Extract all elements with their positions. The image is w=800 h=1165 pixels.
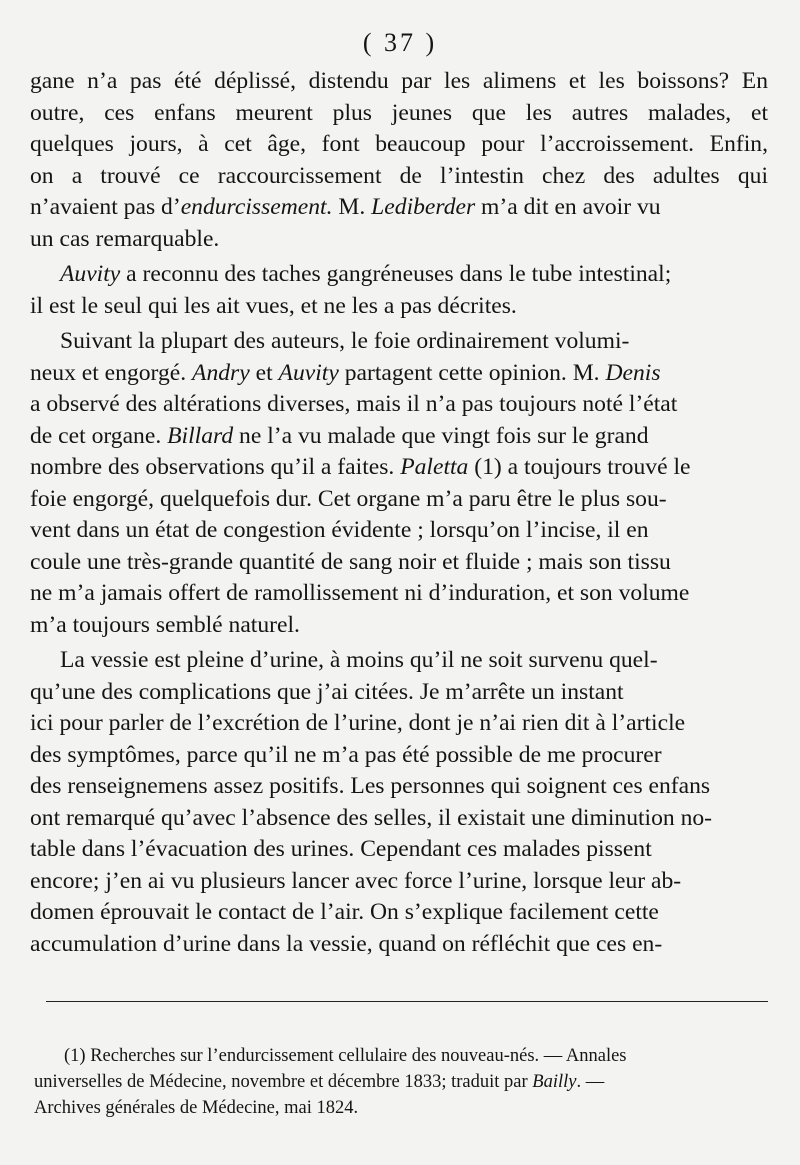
author-name: Paletta — [400, 454, 469, 480]
text-line: Suivant la plupart des auteurs, le foie ordinairement volumi- — [60, 328, 630, 354]
text-segment: nombre des observations qu’il a faites. — [30, 454, 401, 480]
author-name: Auvity — [278, 359, 339, 386]
text-line: vent dans un état de congestion évidente ; lorsqu’on l’incise, il en — [30, 517, 649, 543]
footnote — [34, 1043, 768, 1121]
text-segment: ne l’a vu malade que vingt fois sur le grand — [233, 422, 649, 449]
paragraph — [30, 326, 768, 641]
text-segment: de cet organe. — [30, 422, 168, 449]
text-line: ici pour parler de l’excrétion de l’urine, dont je n’ai rien dit à l’article — [30, 710, 686, 736]
text-line: a observé des altérations diverses, mais il n’a pas toujours noté l’état — [30, 391, 678, 417]
author-name: Bailly — [532, 1072, 577, 1092]
text-line: ne m’a jamais offert de ramollissement ni d’induration, et son volume — [30, 580, 690, 606]
author-name: Billard — [167, 422, 234, 449]
footnote-divider — [46, 1001, 768, 1002]
paragraph — [30, 259, 768, 322]
footnote-line: (1) Recherches sur l’endurcissement cellulaire des nouveau-nés. — Annales — [64, 1046, 627, 1066]
body-text — [30, 66, 768, 960]
text-segment: (1) a toujours trouvé le — [468, 454, 691, 480]
paragraph — [30, 66, 768, 255]
text-line: des renseignemens assez positifs. Les personnes qui soignent ces enfans — [30, 773, 711, 799]
text-segment: partagent cette opinion. M. — [338, 359, 606, 386]
italic-term: endurcissement. — [180, 194, 333, 220]
text-line: accumulation d’urine dans la vessie, quand on réfléchit que ces en- — [30, 930, 663, 957]
footnote-line — [34, 1069, 768, 1095]
text-line — [30, 421, 768, 453]
text-line: outre, ces enfans meurent plus jeunes que les autres malades, et — [30, 99, 768, 126]
text-line: encore; j’en ai vu plusieurs lancer avec force l’urine, lorsque leur ab- — [30, 867, 682, 894]
text-line: foie engorgé, quelquefois dur. Cet organe m’a paru être le plus sou- — [30, 485, 667, 512]
text-line: m’a toujours semblé naturel. — [30, 611, 300, 638]
text-segment: m’a dit en avoir vu — [475, 194, 661, 220]
text-segment: n’avaient pas d’ — [30, 194, 181, 220]
text-line: qu’une des complications que j’ai citées. Je m’arrête un instant — [30, 678, 624, 705]
text-line — [30, 452, 768, 484]
page-number: ( 37 ) — [362, 28, 438, 57]
author-name: Auvity — [60, 261, 121, 287]
text-line: des symptômes, parce qu’il ne m’a pas été possible de me procurer — [30, 741, 662, 768]
text-line: quelques jours, à cet âge, font beaucoup pour l’accroissement. Enfin, — [30, 131, 768, 157]
text-line: La vessie est pleine d’urine, à moins qu’il ne soit survenu quel- — [60, 647, 658, 673]
text-line: ont remarqué qu’avec l’absence des selles, il existait une diminution no- — [30, 804, 713, 831]
author-name: Lediberder — [371, 194, 476, 220]
text-line — [30, 259, 768, 291]
author-name: Denis — [605, 359, 661, 386]
text-line: il est le seul qui les ait vues, et ne les a pas décrites. — [30, 292, 517, 319]
footnote-line: Archives générales de Médecine, mai 1824. — [34, 1098, 359, 1118]
text-line — [30, 358, 768, 390]
text-line: gane n’a pas été déplissé, distendu par les alimens et les boissons? En — [30, 68, 768, 94]
text-line: un cas remarquable. — [30, 225, 220, 252]
text-line: table dans l’évacuation des urines. Cependant ces malades pissent — [30, 836, 652, 862]
text-segment: et — [249, 359, 279, 386]
text-segment: universelles de Médecine, novembre et décembre 1833; traduit par — [34, 1072, 533, 1092]
author-name: Andry — [192, 359, 250, 386]
text-line: on a trouvé ce raccourcissement de l’intestin chez des adultes qui — [30, 162, 768, 189]
text-segment: a reconnu des taches gangréneuses dans le tube intestinal; — [120, 261, 672, 287]
text-line: coule une très-grande quantité de sang noir et fluide ; mais son tissu — [30, 548, 671, 575]
text-segment: . — — [576, 1072, 605, 1092]
text-line: domen éprouvait le contact de l’air. On s’explique facilement cette — [30, 899, 659, 925]
text-line — [30, 192, 768, 224]
paragraph — [30, 645, 768, 960]
text-segment: M. — [332, 194, 372, 220]
text-segment: neux et engorgé. — [30, 359, 193, 386]
